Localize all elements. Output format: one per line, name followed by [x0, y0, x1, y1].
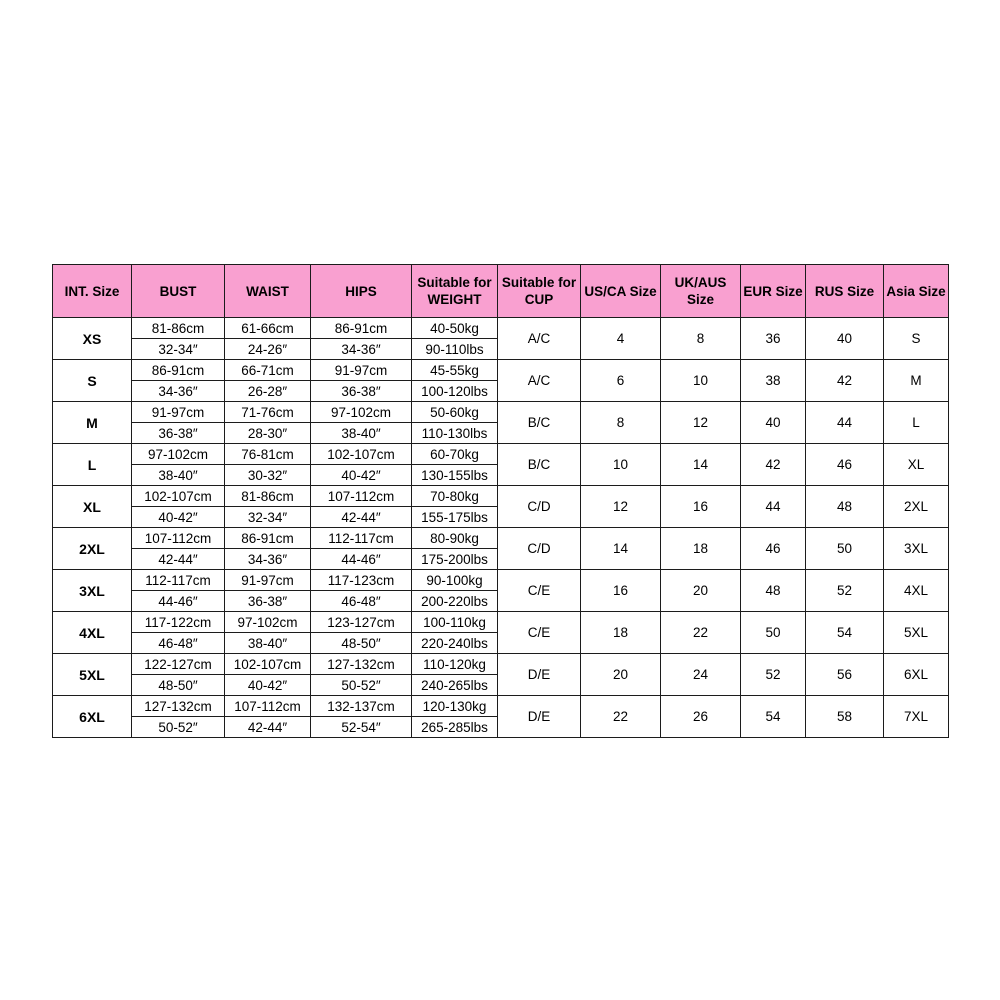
cell-int-size: 5XL [53, 654, 132, 696]
cell-bust-imperial: 42-44″ [132, 549, 225, 570]
cell-bust-metric: 117-122cm [132, 612, 225, 633]
cell-rus-size: 58 [806, 696, 884, 738]
cell-asia-size: 4XL [884, 570, 949, 612]
table-row [53, 360, 949, 381]
cell-bust-metric: 127-132cm [132, 696, 225, 717]
cell-waist-metric: 81-86cm [225, 486, 311, 507]
cell-rus-size: 54 [806, 612, 884, 654]
cell-weight-metric: 120-130kg [412, 696, 498, 717]
cell-uk-aus-size: 12 [661, 402, 741, 444]
cell-waist-imperial: 40-42″ [225, 675, 311, 696]
cell-waist-metric: 66-71cm [225, 360, 311, 381]
header-cell: US/CA Size [581, 265, 661, 318]
cell-int-size: 6XL [53, 696, 132, 738]
cell-weight-imperial: 90-110lbs [412, 339, 498, 360]
cell-eur-size: 42 [741, 444, 806, 486]
cell-asia-size: 6XL [884, 654, 949, 696]
cell-cup: C/D [498, 486, 581, 528]
cell-bust-metric: 122-127cm [132, 654, 225, 675]
cell-asia-size: S [884, 318, 949, 360]
cell-weight-imperial: 110-130lbs [412, 423, 498, 444]
cell-bust-imperial: 32-34″ [132, 339, 225, 360]
cell-cup: A/C [498, 318, 581, 360]
cell-us-ca-size: 20 [581, 654, 661, 696]
cell-bust-metric: 112-117cm [132, 570, 225, 591]
cell-rus-size: 40 [806, 318, 884, 360]
cell-weight-imperial: 100-120lbs [412, 381, 498, 402]
cell-waist-imperial: 24-26″ [225, 339, 311, 360]
cell-hips-metric: 107-112cm [311, 486, 412, 507]
size-chart-header-row [53, 265, 949, 318]
cell-weight-imperial: 155-175lbs [412, 507, 498, 528]
cell-waist-metric: 91-97cm [225, 570, 311, 591]
table-row [53, 696, 949, 717]
cell-weight-metric: 100-110kg [412, 612, 498, 633]
cell-hips-imperial: 44-46″ [311, 549, 412, 570]
header-cell: Asia Size [884, 265, 949, 318]
cell-eur-size: 48 [741, 570, 806, 612]
header-cell: BUST [132, 265, 225, 318]
cell-int-size: XS [53, 318, 132, 360]
cell-us-ca-size: 6 [581, 360, 661, 402]
cell-hips-metric: 97-102cm [311, 402, 412, 423]
cell-int-size: 4XL [53, 612, 132, 654]
table-row [53, 486, 949, 507]
cell-rus-size: 44 [806, 402, 884, 444]
cell-hips-imperial: 50-52″ [311, 675, 412, 696]
cell-us-ca-size: 14 [581, 528, 661, 570]
cell-bust-imperial: 38-40″ [132, 465, 225, 486]
cell-weight-imperial: 130-155lbs [412, 465, 498, 486]
header-cell: INT. Size [53, 265, 132, 318]
cell-us-ca-size: 18 [581, 612, 661, 654]
cell-rus-size: 42 [806, 360, 884, 402]
cell-waist-imperial: 28-30″ [225, 423, 311, 444]
cell-uk-aus-size: 16 [661, 486, 741, 528]
cell-bust-metric: 86-91cm [132, 360, 225, 381]
header-cell: UK/AUS Size [661, 265, 741, 318]
cell-rus-size: 56 [806, 654, 884, 696]
cell-bust-imperial: 40-42″ [132, 507, 225, 528]
cell-asia-size: 3XL [884, 528, 949, 570]
cell-waist-metric: 61-66cm [225, 318, 311, 339]
cell-hips-metric: 112-117cm [311, 528, 412, 549]
cell-hips-metric: 127-132cm [311, 654, 412, 675]
cell-hips-metric: 91-97cm [311, 360, 412, 381]
cell-uk-aus-size: 8 [661, 318, 741, 360]
cell-uk-aus-size: 18 [661, 528, 741, 570]
header-cell: WAIST [225, 265, 311, 318]
cell-asia-size: 5XL [884, 612, 949, 654]
cell-asia-size: XL [884, 444, 949, 486]
cell-hips-metric: 123-127cm [311, 612, 412, 633]
cell-hips-imperial: 34-36″ [311, 339, 412, 360]
cell-waist-metric: 76-81cm [225, 444, 311, 465]
cell-asia-size: 7XL [884, 696, 949, 738]
cell-int-size: S [53, 360, 132, 402]
cell-uk-aus-size: 10 [661, 360, 741, 402]
cell-hips-imperial: 52-54″ [311, 717, 412, 738]
size-chart-table [52, 264, 949, 738]
cell-int-size: L [53, 444, 132, 486]
cell-us-ca-size: 12 [581, 486, 661, 528]
cell-weight-metric: 110-120kg [412, 654, 498, 675]
cell-hips-imperial: 42-44″ [311, 507, 412, 528]
table-row [53, 612, 949, 633]
size-chart [52, 264, 948, 738]
cell-waist-imperial: 32-34″ [225, 507, 311, 528]
cell-waist-metric: 107-112cm [225, 696, 311, 717]
cell-weight-imperial: 240-265lbs [412, 675, 498, 696]
cell-waist-metric: 86-91cm [225, 528, 311, 549]
header-cell: EUR Size [741, 265, 806, 318]
cell-rus-size: 46 [806, 444, 884, 486]
cell-eur-size: 50 [741, 612, 806, 654]
cell-waist-imperial: 42-44″ [225, 717, 311, 738]
cell-us-ca-size: 4 [581, 318, 661, 360]
cell-waist-imperial: 38-40″ [225, 633, 311, 654]
cell-hips-metric: 86-91cm [311, 318, 412, 339]
cell-waist-metric: 71-76cm [225, 402, 311, 423]
cell-cup: C/E [498, 612, 581, 654]
cell-uk-aus-size: 14 [661, 444, 741, 486]
cell-waist-imperial: 30-32″ [225, 465, 311, 486]
cell-int-size: M [53, 402, 132, 444]
cell-hips-imperial: 38-40″ [311, 423, 412, 444]
cell-uk-aus-size: 22 [661, 612, 741, 654]
table-row [53, 654, 949, 675]
cell-asia-size: M [884, 360, 949, 402]
cell-us-ca-size: 22 [581, 696, 661, 738]
cell-weight-metric: 45-55kg [412, 360, 498, 381]
cell-weight-imperial: 200-220lbs [412, 591, 498, 612]
cell-cup: B/C [498, 402, 581, 444]
cell-weight-imperial: 265-285lbs [412, 717, 498, 738]
cell-hips-metric: 132-137cm [311, 696, 412, 717]
cell-eur-size: 44 [741, 486, 806, 528]
table-row [53, 528, 949, 549]
cell-us-ca-size: 16 [581, 570, 661, 612]
cell-weight-metric: 90-100kg [412, 570, 498, 591]
cell-rus-size: 48 [806, 486, 884, 528]
cell-asia-size: 2XL [884, 486, 949, 528]
cell-cup: B/C [498, 444, 581, 486]
cell-bust-imperial: 44-46″ [132, 591, 225, 612]
cell-bust-metric: 107-112cm [132, 528, 225, 549]
cell-hips-metric: 117-123cm [311, 570, 412, 591]
cell-bust-metric: 81-86cm [132, 318, 225, 339]
table-row [53, 318, 949, 339]
cell-uk-aus-size: 20 [661, 570, 741, 612]
cell-bust-imperial: 36-38″ [132, 423, 225, 444]
table-row [53, 570, 949, 591]
cell-hips-imperial: 36-38″ [311, 381, 412, 402]
cell-bust-imperial: 46-48″ [132, 633, 225, 654]
cell-cup: C/D [498, 528, 581, 570]
header-cell: Suitable for WEIGHT [412, 265, 498, 318]
cell-waist-imperial: 34-36″ [225, 549, 311, 570]
cell-weight-metric: 50-60kg [412, 402, 498, 423]
cell-int-size: 2XL [53, 528, 132, 570]
cell-eur-size: 36 [741, 318, 806, 360]
cell-cup: A/C [498, 360, 581, 402]
cell-bust-metric: 102-107cm [132, 486, 225, 507]
header-cell: RUS Size [806, 265, 884, 318]
cell-cup: D/E [498, 654, 581, 696]
cell-rus-size: 52 [806, 570, 884, 612]
cell-cup: D/E [498, 696, 581, 738]
cell-waist-imperial: 36-38″ [225, 591, 311, 612]
cell-us-ca-size: 10 [581, 444, 661, 486]
header-cell: Suitable for CUP [498, 265, 581, 318]
cell-int-size: 3XL [53, 570, 132, 612]
header-cell: HIPS [311, 265, 412, 318]
cell-cup: C/E [498, 570, 581, 612]
cell-uk-aus-size: 26 [661, 696, 741, 738]
cell-us-ca-size: 8 [581, 402, 661, 444]
cell-weight-imperial: 175-200lbs [412, 549, 498, 570]
cell-hips-imperial: 40-42″ [311, 465, 412, 486]
cell-waist-imperial: 26-28″ [225, 381, 311, 402]
cell-uk-aus-size: 24 [661, 654, 741, 696]
cell-eur-size: 38 [741, 360, 806, 402]
cell-weight-metric: 40-50kg [412, 318, 498, 339]
cell-eur-size: 40 [741, 402, 806, 444]
cell-bust-metric: 91-97cm [132, 402, 225, 423]
cell-weight-metric: 70-80kg [412, 486, 498, 507]
cell-hips-imperial: 46-48″ [311, 591, 412, 612]
cell-waist-metric: 97-102cm [225, 612, 311, 633]
table-row [53, 402, 949, 423]
cell-bust-imperial: 48-50″ [132, 675, 225, 696]
cell-eur-size: 46 [741, 528, 806, 570]
cell-hips-imperial: 48-50″ [311, 633, 412, 654]
cell-eur-size: 52 [741, 654, 806, 696]
cell-weight-metric: 80-90kg [412, 528, 498, 549]
cell-waist-metric: 102-107cm [225, 654, 311, 675]
cell-weight-imperial: 220-240lbs [412, 633, 498, 654]
cell-bust-imperial: 34-36″ [132, 381, 225, 402]
cell-rus-size: 50 [806, 528, 884, 570]
cell-int-size: XL [53, 486, 132, 528]
cell-asia-size: L [884, 402, 949, 444]
cell-bust-imperial: 50-52″ [132, 717, 225, 738]
cell-hips-metric: 102-107cm [311, 444, 412, 465]
cell-eur-size: 54 [741, 696, 806, 738]
cell-bust-metric: 97-102cm [132, 444, 225, 465]
table-row [53, 444, 949, 465]
cell-weight-metric: 60-70kg [412, 444, 498, 465]
